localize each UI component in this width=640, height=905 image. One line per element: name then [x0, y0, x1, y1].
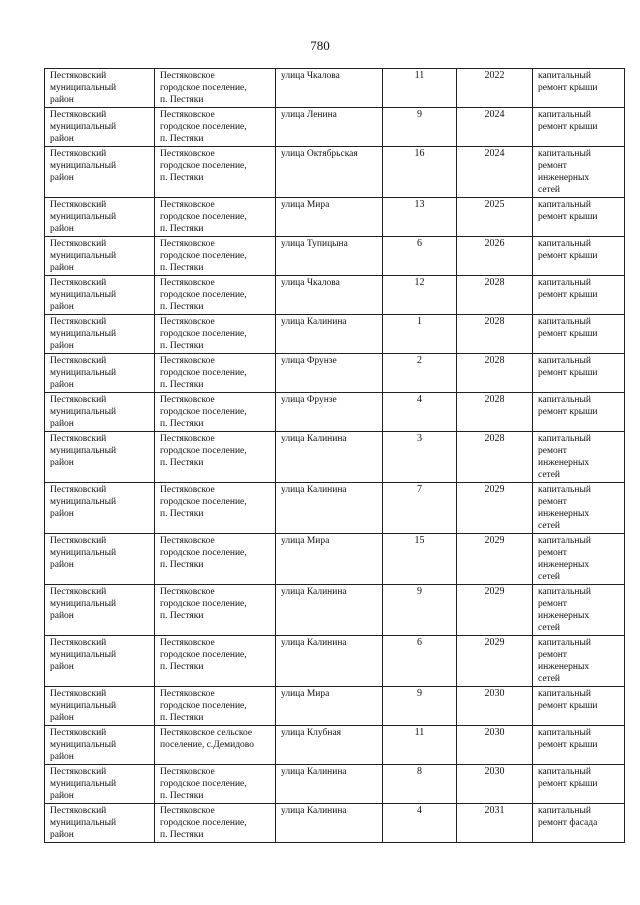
street-cell [276, 432, 383, 483]
year-cell [457, 108, 533, 147]
work-type-cell-text: капитальный ремонт инженерных сетей [538, 434, 591, 480]
settlement-cell-text: Пестяковское городское поселение, п. Пестяки [160, 395, 247, 429]
district-cell [45, 198, 155, 237]
year-cell [457, 315, 533, 354]
house-number-cell [383, 198, 457, 237]
settlement-cell-text: Пестяковское городское поселение, п. Пестяки [160, 485, 247, 519]
house-number-cell [383, 804, 457, 843]
house-number-cell-text: 3 [417, 433, 422, 444]
page-number: 780 [310, 38, 330, 53]
house-number-cell [383, 726, 457, 765]
house-number-cell-text: 11 [414, 70, 425, 81]
district-cell-text: Пестяковский муниципальный район [50, 278, 117, 312]
house-number-cell [383, 393, 457, 432]
work-type-cell-text: капитальный ремонт инженерных сетей [538, 587, 591, 633]
house-number-cell-text: 11 [414, 727, 425, 738]
work-type-cell-text: капитальный ремонт крыши [538, 728, 598, 750]
house-number-cell [383, 534, 457, 585]
year-cell-text: 2024 [484, 148, 505, 159]
settlement-cell [155, 147, 276, 198]
work-type-cell [533, 354, 625, 393]
settlement-cell [155, 687, 276, 726]
settlement-cell-text: Пестяковское городское поселение, п. Пестяки [160, 239, 247, 273]
district-cell-text: Пестяковский муниципальный район [50, 317, 117, 351]
table-row [45, 687, 625, 726]
work-type-cell-text: капитальный ремонт крыши [538, 317, 598, 339]
year-cell-text: 2026 [484, 238, 505, 249]
settlement-cell [155, 393, 276, 432]
district-cell-text: Пестяковский муниципальный район [50, 200, 117, 234]
street-cell-text: улица Чкалова [281, 278, 340, 288]
house-number-cell-text: 9 [417, 586, 422, 597]
settlement-cell-text: Пестяковское городское поселение, п. Пестяки [160, 767, 247, 801]
settlement-cell [155, 726, 276, 765]
district-cell [45, 237, 155, 276]
district-cell [45, 276, 155, 315]
table-row [45, 147, 625, 198]
settlement-cell-text: Пестяковское сельское поселение, с.Демидово [160, 728, 254, 750]
house-number-cell [383, 354, 457, 393]
year-cell-text: 2029 [484, 535, 505, 546]
district-cell-text: Пестяковский муниципальный район [50, 587, 117, 621]
district-cell-text: Пестяковский муниципальный район [50, 728, 117, 762]
year-cell-text: 2030 [484, 688, 505, 699]
district-cell-text: Пестяковский муниципальный район [50, 110, 117, 144]
year-cell [457, 534, 533, 585]
settlement-cell [155, 108, 276, 147]
district-cell [45, 108, 155, 147]
street-cell [276, 585, 383, 636]
house-number-cell [383, 108, 457, 147]
house-number-cell [383, 687, 457, 726]
work-type-cell [533, 108, 625, 147]
work-type-cell [533, 315, 625, 354]
table-row [45, 108, 625, 147]
settlement-cell-text: Пестяковское городское поселение, п. Пестяки [160, 638, 247, 672]
district-cell-text: Пестяковский муниципальный район [50, 434, 117, 468]
district-cell-text: Пестяковский муниципальный район [50, 638, 117, 672]
year-cell-text: 2028 [484, 316, 505, 327]
house-number-cell [383, 765, 457, 804]
year-cell-text: 2031 [484, 805, 505, 816]
district-cell-text: Пестяковский муниципальный район [50, 149, 117, 183]
work-type-cell [533, 237, 625, 276]
year-cell-text: 2025 [484, 199, 505, 210]
work-type-cell-text: капитальный ремонт крыши [538, 356, 598, 378]
work-type-cell-text: капитальный ремонт крыши [538, 71, 598, 93]
year-cell [457, 804, 533, 843]
house-number-cell [383, 276, 457, 315]
house-number-cell-text: 13 [414, 199, 425, 210]
district-cell-text: Пестяковский муниципальный район [50, 806, 117, 840]
settlement-cell [155, 585, 276, 636]
work-type-cell [533, 636, 625, 687]
street-cell-text: улица Калинина [281, 485, 347, 495]
table-row [45, 432, 625, 483]
house-number-cell [383, 585, 457, 636]
street-cell [276, 198, 383, 237]
district-cell-text: Пестяковский муниципальный район [50, 395, 117, 429]
house-number-cell [383, 636, 457, 687]
district-cell [45, 585, 155, 636]
settlement-cell [155, 804, 276, 843]
work-type-cell-text: капитальный ремонт крыши [538, 395, 598, 417]
settlement-cell-text: Пестяковское городское поселение, п. Пестяки [160, 317, 247, 351]
settlement-cell [155, 432, 276, 483]
district-cell [45, 354, 155, 393]
year-cell [457, 237, 533, 276]
table-row [45, 315, 625, 354]
district-cell [45, 315, 155, 354]
work-type-cell [533, 765, 625, 804]
settlement-cell [155, 354, 276, 393]
work-type-cell [533, 534, 625, 585]
house-number-cell-text: 4 [417, 805, 422, 816]
house-number-cell-text: 16 [414, 148, 425, 159]
year-cell-text: 2028 [484, 433, 505, 444]
year-cell-text: 2030 [484, 766, 505, 777]
work-type-cell [533, 687, 625, 726]
settlement-cell [155, 276, 276, 315]
year-cell [457, 198, 533, 237]
work-type-cell-text: капитальный ремонт крыши [538, 239, 598, 261]
table-row [45, 69, 625, 108]
work-type-cell-text: капитальный ремонт крыши [538, 689, 598, 711]
street-cell [276, 393, 383, 432]
work-type-cell [533, 804, 625, 843]
year-cell [457, 432, 533, 483]
street-cell-text: улица Калинина [281, 317, 347, 327]
district-cell [45, 804, 155, 843]
table-row [45, 804, 625, 843]
street-cell [276, 687, 383, 726]
settlement-cell-text: Пестяковское городское поселение, п. Пестяки [160, 71, 247, 105]
house-number-cell [383, 483, 457, 534]
settlement-cell-text: Пестяковское городское поселение, п. Пестяки [160, 356, 247, 390]
house-number-cell-text: 2 [417, 355, 422, 366]
work-type-cell-text: капитальный ремонт фасада [538, 806, 598, 828]
work-type-cell-text: капитальный ремонт крыши [538, 200, 598, 222]
table-row [45, 483, 625, 534]
settlement-cell-text: Пестяковское городское поселение, п. Пестяки [160, 149, 247, 183]
district-cell-text: Пестяковский муниципальный район [50, 689, 117, 723]
street-cell-text: улица Ленина [281, 110, 337, 120]
year-cell [457, 765, 533, 804]
district-cell-text: Пестяковский муниципальный район [50, 356, 117, 390]
street-cell [276, 483, 383, 534]
settlement-cell-text: Пестяковское городское поселение, п. Пестяки [160, 587, 247, 621]
house-number-cell-text: 6 [417, 637, 422, 648]
work-type-cell [533, 726, 625, 765]
table-row [45, 765, 625, 804]
street-cell [276, 765, 383, 804]
district-cell [45, 636, 155, 687]
settlement-cell [155, 483, 276, 534]
work-type-cell-text: капитальный ремонт крыши [538, 767, 598, 789]
settlement-cell [155, 315, 276, 354]
street-cell-text: улица Фрунзе [281, 395, 337, 405]
settlement-cell [155, 765, 276, 804]
street-cell [276, 636, 383, 687]
year-cell-text: 2024 [484, 109, 505, 120]
year-cell-text: 2030 [484, 727, 505, 738]
house-number-cell [383, 432, 457, 483]
table-row [45, 237, 625, 276]
house-number-cell-text: 7 [417, 484, 422, 495]
settlement-cell-text: Пестяковское городское поселение, п. Пестяки [160, 806, 247, 840]
year-cell [457, 726, 533, 765]
table-row [45, 585, 625, 636]
street-cell [276, 108, 383, 147]
table-row [45, 393, 625, 432]
settlement-cell [155, 198, 276, 237]
house-number-cell-text: 4 [417, 394, 422, 405]
year-cell-text: 2028 [484, 355, 505, 366]
work-type-cell-text: капитальный ремонт инженерных сетей [538, 485, 591, 531]
year-cell [457, 354, 533, 393]
district-cell [45, 726, 155, 765]
settlement-cell-text: Пестяковское городское поселение, п. Пестяки [160, 434, 247, 468]
house-number-cell [383, 237, 457, 276]
work-type-cell [533, 276, 625, 315]
district-cell [45, 69, 155, 108]
year-cell [457, 483, 533, 534]
year-cell-text: 2028 [484, 277, 505, 288]
street-cell-text: улица Калинина [281, 587, 347, 597]
district-cell [45, 147, 155, 198]
street-cell [276, 354, 383, 393]
house-number-cell [383, 147, 457, 198]
house-number-cell-text: 15 [414, 535, 425, 546]
year-cell [457, 393, 533, 432]
district-cell [45, 687, 155, 726]
year-cell [457, 585, 533, 636]
table-row [45, 276, 625, 315]
work-type-cell [533, 432, 625, 483]
street-cell [276, 804, 383, 843]
street-cell [276, 276, 383, 315]
table-row [45, 198, 625, 237]
street-cell [276, 237, 383, 276]
settlement-cell-text: Пестяковское городское поселение, п. Пестяки [160, 110, 247, 144]
district-cell [45, 483, 155, 534]
year-cell [457, 687, 533, 726]
settlement-cell-text: Пестяковское городское поселение, п. Пестяки [160, 689, 247, 723]
year-cell-text: 2022 [484, 70, 505, 81]
house-number-cell-text: 8 [417, 766, 422, 777]
table-row [45, 534, 625, 585]
street-cell-text: улица Октябрьская [281, 149, 358, 159]
year-cell-text: 2028 [484, 394, 505, 405]
district-cell-text: Пестяковский муниципальный район [50, 767, 117, 801]
table-row [45, 636, 625, 687]
street-cell-text: улица Мира [281, 689, 330, 699]
district-cell-text: Пестяковский муниципальный район [50, 536, 117, 570]
district-cell [45, 765, 155, 804]
work-type-cell [533, 69, 625, 108]
district-cell [45, 432, 155, 483]
house-number-cell-text: 12 [414, 277, 425, 288]
settlement-cell [155, 237, 276, 276]
settlement-cell [155, 534, 276, 585]
settlement-cell-text: Пестяковское городское поселение, п. Пестяки [160, 200, 247, 234]
street-cell-text: улица Мира [281, 536, 330, 546]
district-cell-text: Пестяковский муниципальный район [50, 71, 117, 105]
year-cell-text: 2029 [484, 484, 505, 495]
repair-schedule-table [44, 68, 625, 843]
work-type-cell [533, 483, 625, 534]
table-row [45, 726, 625, 765]
work-type-cell-text: капитальный ремонт крыши [538, 278, 598, 300]
district-cell-text: Пестяковский муниципальный район [50, 485, 117, 519]
house-number-cell-text: 9 [417, 109, 422, 120]
street-cell [276, 534, 383, 585]
street-cell [276, 147, 383, 198]
year-cell [457, 276, 533, 315]
street-cell-text: улица Фрунзе [281, 356, 337, 366]
work-type-cell [533, 393, 625, 432]
work-type-cell-text: капитальный ремонт инженерных сетей [538, 638, 591, 684]
district-cell [45, 534, 155, 585]
year-cell [457, 69, 533, 108]
street-cell-text: улица Калинина [281, 806, 347, 816]
street-cell [276, 69, 383, 108]
year-cell [457, 147, 533, 198]
work-type-cell-text: капитальный ремонт инженерных сетей [538, 536, 591, 582]
house-number-cell-text: 9 [417, 688, 422, 699]
settlement-cell-text: Пестяковское городское поселение, п. Пестяки [160, 278, 247, 312]
house-number-cell [383, 69, 457, 108]
street-cell-text: улица Калинина [281, 638, 347, 648]
street-cell-text: улица Калинина [281, 767, 347, 777]
work-type-cell [533, 585, 625, 636]
settlement-cell [155, 636, 276, 687]
table-row [45, 354, 625, 393]
work-type-cell [533, 147, 625, 198]
street-cell [276, 726, 383, 765]
year-cell [457, 636, 533, 687]
district-cell-text: Пестяковский муниципальный район [50, 239, 117, 273]
work-type-cell-text: капитальный ремонт крыши [538, 110, 598, 132]
street-cell [276, 315, 383, 354]
year-cell-text: 2029 [484, 637, 505, 648]
year-cell-text: 2029 [484, 586, 505, 597]
street-cell-text: улица Тупицына [281, 239, 348, 249]
street-cell-text: улица Мира [281, 200, 330, 210]
work-type-cell-text: капитальный ремонт инженерных сетей [538, 149, 591, 195]
street-cell-text: улица Калинина [281, 434, 347, 444]
street-cell-text: улица Клубная [281, 728, 342, 738]
settlement-cell [155, 69, 276, 108]
table-body [45, 69, 625, 843]
house-number-cell-text: 6 [417, 238, 422, 249]
house-number-cell [383, 315, 457, 354]
settlement-cell-text: Пестяковское городское поселение, п. Пестяки [160, 536, 247, 570]
house-number-cell-text: 1 [417, 316, 422, 327]
work-type-cell [533, 198, 625, 237]
district-cell [45, 393, 155, 432]
street-cell-text: улица Чкалова [281, 71, 340, 81]
